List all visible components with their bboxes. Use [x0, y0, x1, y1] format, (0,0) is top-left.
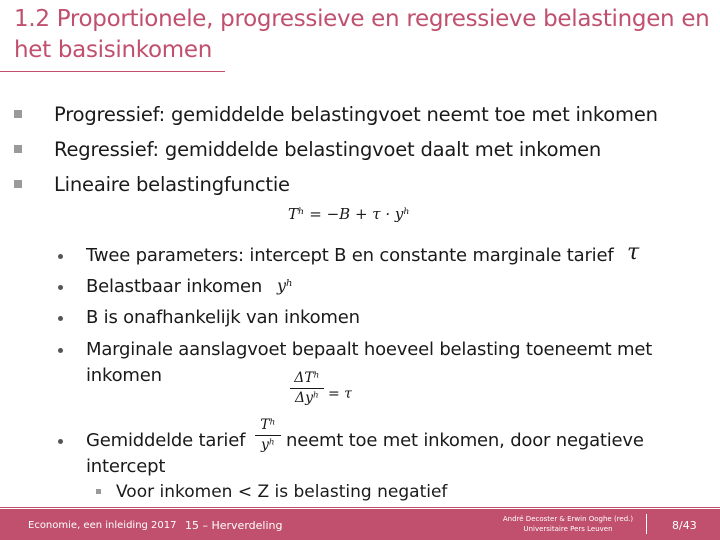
subbullet-text: Gemiddelde tarief	[86, 430, 246, 451]
marginal-rate-fraction: ΔTʰ Δyʰ	[290, 370, 324, 407]
subbullet-average-post	[286, 429, 644, 453]
bullet-text: Progressief: gemiddelde belastingvoet neemt toe met inkomen	[54, 103, 658, 126]
square-bullet-icon	[14, 145, 22, 153]
title-underline	[0, 71, 225, 72]
footer-course: Economie, een inleiding 2017	[28, 520, 177, 531]
subbullet-income	[86, 275, 262, 299]
footer-publisher: Universitaire Pers Leuven	[523, 525, 613, 533]
slide-title: 1.2 Proportionele, progressieve en regressieve belastingen en het basisinkomen	[14, 6, 710, 63]
tax-function-formula: Tʰ = −B + τ · yʰ	[288, 205, 410, 223]
average-rate-fraction: Tʰ yʰ	[255, 417, 281, 454]
subbullet-text: Belastbaar inkomen	[86, 276, 263, 297]
subbullet-text: inkomen	[86, 365, 162, 386]
income-symbol: yʰ	[277, 276, 293, 295]
round-bullet-icon	[58, 348, 63, 353]
footer-credits	[492, 514, 647, 534]
footer-bar	[0, 509, 720, 540]
round-bullet-icon	[58, 285, 63, 290]
subsubbullet-text: Voor inkomen < Z is belasting negatief	[116, 482, 448, 502]
footer-authors: André Decoster & Erwin Ooghe (red.)	[502, 515, 634, 523]
marginal-rate-rhs: = τ	[328, 386, 352, 402]
bullet-text: Lineaire belastingfunctie	[54, 173, 290, 196]
bullet-text: Regressief: gemiddelde belastingvoet daalt met inkomen	[54, 138, 602, 161]
subbullet-average-cont	[86, 455, 165, 479]
footer-divider	[0, 507, 720, 508]
square-bullet-icon	[96, 489, 101, 494]
subbullet-marginal	[86, 338, 652, 362]
round-bullet-icon	[58, 439, 63, 444]
footer-page-number: 8/43	[672, 519, 697, 532]
subbullet-text: B is onafhankelijk van inkomen	[86, 307, 360, 328]
footer-chapter: 15 – Herverdeling	[185, 519, 283, 532]
square-bullet-icon	[14, 110, 22, 118]
subbullet-text: neemt toe met inkomen, door negatieve	[286, 430, 644, 451]
round-bullet-icon	[58, 316, 63, 321]
subbullet-text: Twee parameters: intercept B en constante marginale tarief	[86, 245, 614, 266]
subbullet-average	[86, 429, 245, 453]
subbullet-parameters	[86, 244, 613, 268]
tau-symbol: τ	[627, 240, 640, 265]
square-bullet-icon	[14, 180, 22, 188]
subbullet-text: intercept	[86, 456, 166, 477]
subbullet-independent	[86, 306, 360, 330]
subbullet-text: Marginale aanslagvoet bepaalt hoeveel belasting toeneemt met	[86, 339, 653, 360]
subsubbullet-negative	[116, 481, 447, 503]
subbullet-marginal-cont	[86, 364, 162, 388]
round-bullet-icon	[58, 254, 63, 259]
